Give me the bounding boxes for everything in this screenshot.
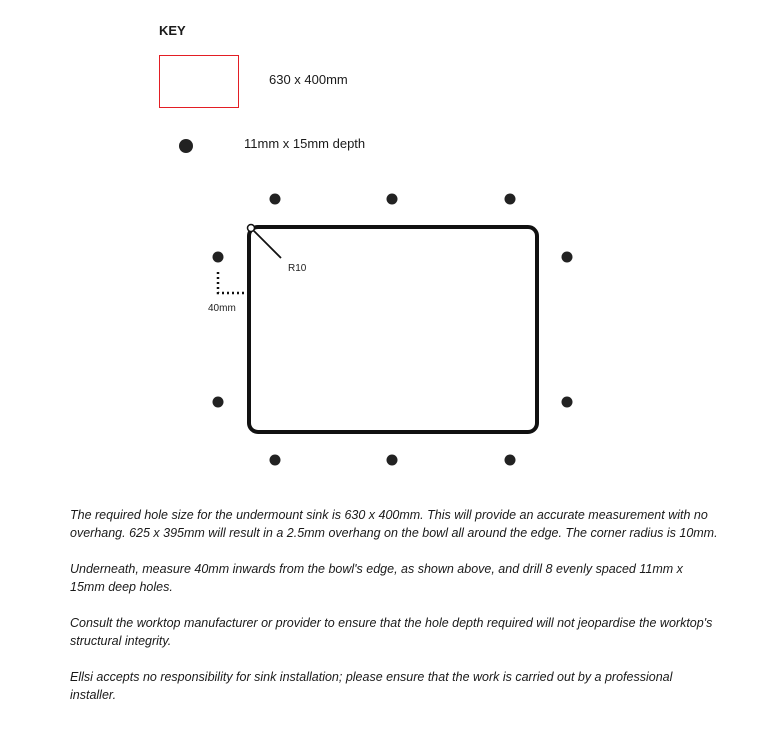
drill-hole	[270, 194, 281, 205]
key-dot-label: 11mm x 15mm depth	[244, 136, 366, 151]
note-worktop: Consult the worktop manufacturer or provider to ensure that the hole depth required will not jeopardise the worktop's structural integrity.	[70, 616, 713, 648]
key-title: KEY	[159, 23, 186, 38]
radius-leader-line	[253, 230, 281, 258]
cutout-outline	[249, 227, 537, 432]
drill-hole	[562, 252, 573, 263]
drill-hole	[505, 455, 516, 466]
drill-hole	[387, 194, 398, 205]
drill-hole	[387, 455, 398, 466]
key-rect-label: 630 x 400mm	[269, 72, 348, 87]
offset-label: 40mm	[208, 303, 236, 314]
note-hole-size: The required hole size for the undermount sink is 630 x 400mm. This will provide an accurate measurement with no overhang. 625 x 395mm will result in a 2.5mm overhang on the bowl all around the edge. The corner radius is 10mm.	[70, 508, 718, 540]
drill-hole	[562, 397, 573, 408]
drill-hole	[213, 397, 224, 408]
offset-dimension-line	[218, 272, 245, 293]
installation-notes	[70, 506, 720, 722]
note-disclaimer: Ellsi accepts no responsibility for sink installation; please ensure that the work is carried out by a professional installer.	[70, 670, 673, 702]
radius-label: R10	[288, 263, 307, 274]
drill-hole	[213, 252, 224, 263]
drill-hole	[270, 455, 281, 466]
note-drilling: Underneath, measure 40mm inwards from the bowl's edge, as shown above, and drill 8 evenly spaced 11mm x 15mm deep holes.	[70, 562, 683, 594]
drill-hole	[505, 194, 516, 205]
